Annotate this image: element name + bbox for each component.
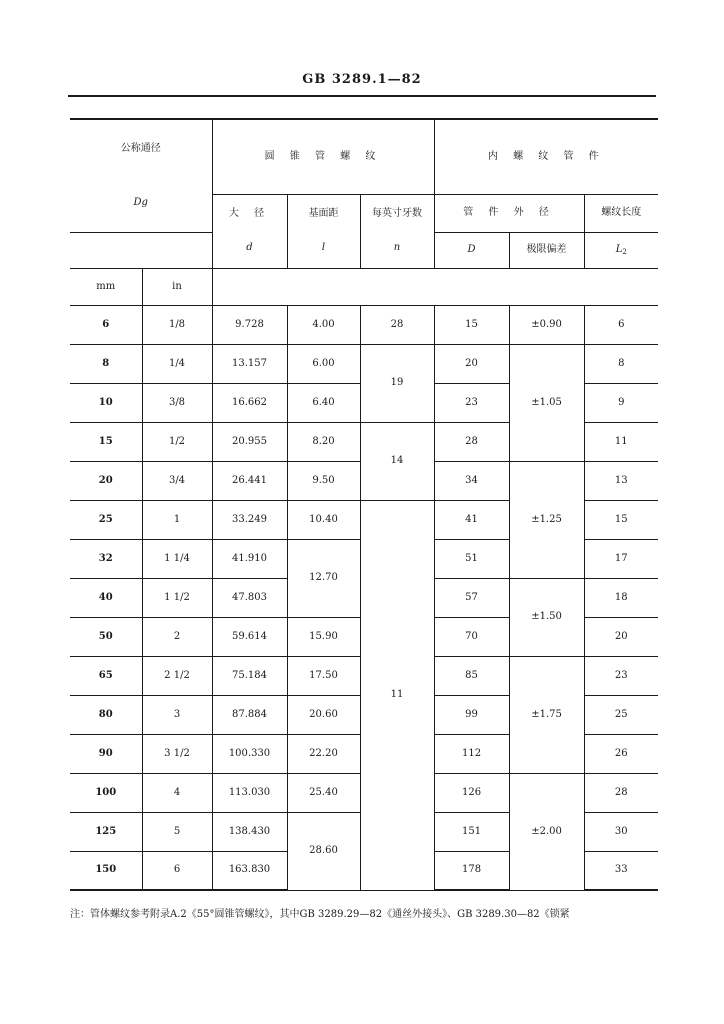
tpi-label: 每英寸牙数 [372,208,422,219]
tolerance-header: 极限偏差 [509,232,584,268]
gauge-distance: 28.60 [287,812,360,890]
gauge-distance: 6.00 [287,344,360,383]
gauge-distance: 8.20 [287,422,360,461]
L-subscript: 2 [622,247,627,256]
tolerance: ±1.75 [509,656,584,773]
major-diameter: 20.955 [212,422,287,461]
unit-in: in [142,268,212,305]
dg-mm: 15 [70,422,142,461]
D-symbol: D [434,232,509,268]
pipe-od: 112 [434,734,509,773]
pipe-od: 70 [434,617,509,656]
n-symbol: n [393,242,401,253]
tolerance: ±1.50 [509,578,584,656]
unit-row-blank [212,268,658,305]
dg-mm: 20 [70,461,142,500]
dg-mm: 100 [70,773,142,812]
pipe-od: 57 [434,578,509,617]
major-diameter: 9.728 [212,305,287,344]
gauge-distance: 17.50 [287,656,360,695]
dg-symbol: Dg [133,196,148,208]
dg-mm: 80 [70,695,142,734]
thread-length: 28 [584,773,658,812]
gauge-distance: 9.50 [287,461,360,500]
gauge-distance: 12.70 [287,539,360,617]
document-code: GB 3289.1—82 [302,72,422,87]
nominal-diameter-header [70,119,212,232]
dg-inch: 3/8 [142,383,212,422]
gauge-distance: 6.40 [287,383,360,422]
tolerance: ±1.05 [509,344,584,461]
major-diameter-label: 大 径 [228,208,271,219]
gauge-distance: 15.90 [287,617,360,656]
tpi-value: 28 [360,305,434,344]
header-rule [68,95,656,97]
thread-length: 25 [584,695,658,734]
gauge-distance: 20.60 [287,695,360,734]
thread-length: 30 [584,812,658,851]
dg-mm: 6 [70,305,142,344]
dg-mm: 25 [70,500,142,539]
l-symbol: l [321,242,326,253]
dg-mm: 8 [70,344,142,383]
gauge-distance-label: 基面距 [308,208,339,219]
tpi-value: 14 [360,422,434,500]
L-letter: L [615,243,623,255]
thread-length: 33 [584,851,658,890]
tolerance: ±2.00 [509,773,584,890]
thread-length: 11 [584,422,658,461]
pipe-od: 51 [434,539,509,578]
pipe-od: 178 [434,851,509,890]
thread-length: 23 [584,656,658,695]
gauge-distance: 22.20 [287,734,360,773]
dg-mm: 10 [70,383,142,422]
footnote: 注：管体螺纹参考附录A.2《55°圆锥管螺纹》，其中GB 3289.29—82《通丝外接头》、GB 3289.30—82《锁紧 [70,909,570,920]
major-diameter: 16.662 [212,383,287,422]
dg-inch: 1/4 [142,344,212,383]
major-diameter: 163.830 [212,851,287,890]
dg-mm: 150 [70,851,142,890]
major-diameter: 113.030 [212,773,287,812]
dg-mm: 32 [70,539,142,578]
pipe-od: 41 [434,500,509,539]
unit-mm: mm [70,268,142,305]
pipe-od: 15 [434,305,509,344]
pipe-od: 151 [434,812,509,851]
dg-inch: 1 1/4 [142,539,212,578]
major-diameter: 59.614 [212,617,287,656]
pipe-od: 85 [434,656,509,695]
dg-mm: 40 [70,578,142,617]
L2-symbol [584,232,658,268]
pipe-od: 20 [434,344,509,383]
dg-inch: 6 [142,851,212,890]
major-diameter-header [212,194,287,268]
tpi-header [360,194,434,268]
dg-inch: 2 1/2 [142,656,212,695]
major-diameter: 13.157 [212,344,287,383]
thread-length: 18 [584,578,658,617]
dg-inch: 3 [142,695,212,734]
dg-inch: 5 [142,812,212,851]
pipe-od: 23 [434,383,509,422]
major-diameter: 100.330 [212,734,287,773]
thread-length: 6 [584,305,658,344]
dg-mm: 125 [70,812,142,851]
thread-length: 15 [584,500,658,539]
d-symbol: d [246,242,253,253]
major-diameter: 26.441 [212,461,287,500]
internal-fitting-header: 内 螺 纹 管 件 [434,119,658,194]
dg-mm: 50 [70,617,142,656]
pipe-od-header: 管 件 外 径 [434,194,584,232]
taper-thread-header: 圆 锥 管 螺 纹 [212,119,434,194]
table-row [70,305,658,344]
table-row [70,344,658,383]
dg-inch: 3 1/2 [142,734,212,773]
tpi-value: 11 [360,500,434,890]
pipe-od: 28 [434,422,509,461]
dg-row-blank [70,232,212,268]
thread-length: 8 [584,344,658,383]
pipe-od: 34 [434,461,509,500]
major-diameter: 87.884 [212,695,287,734]
major-diameter: 75.184 [212,656,287,695]
major-diameter: 138.430 [212,812,287,851]
thread-length: 9 [584,383,658,422]
dg-inch: 1 [142,500,212,539]
dg-mm: 65 [70,656,142,695]
pipe-od: 126 [434,773,509,812]
thread-length: 17 [584,539,658,578]
dg-mm: 90 [70,734,142,773]
gauge-distance-header [287,194,360,268]
nominal-diameter-label: 公称通径 [120,142,161,154]
gauge-distance: 4.00 [287,305,360,344]
tolerance: ±0.90 [509,305,584,344]
thread-length: 20 [584,617,658,656]
pipe-od: 99 [434,695,509,734]
dg-inch: 2 [142,617,212,656]
gauge-distance: 10.40 [287,500,360,539]
dg-inch: 1/2 [142,422,212,461]
major-diameter: 41.910 [212,539,287,578]
thread-spec-table [70,118,658,891]
tpi-value: 19 [360,344,434,422]
thread-length: 13 [584,461,658,500]
major-diameter: 33.249 [212,500,287,539]
thread-length-header: 螺纹长度 [584,194,658,232]
major-diameter: 47.803 [212,578,287,617]
thread-length: 26 [584,734,658,773]
dg-inch: 1 1/2 [142,578,212,617]
dg-inch: 1/8 [142,305,212,344]
tolerance: ±1.25 [509,461,584,578]
gauge-distance: 25.40 [287,773,360,812]
dg-inch: 3/4 [142,461,212,500]
dg-inch: 4 [142,773,212,812]
